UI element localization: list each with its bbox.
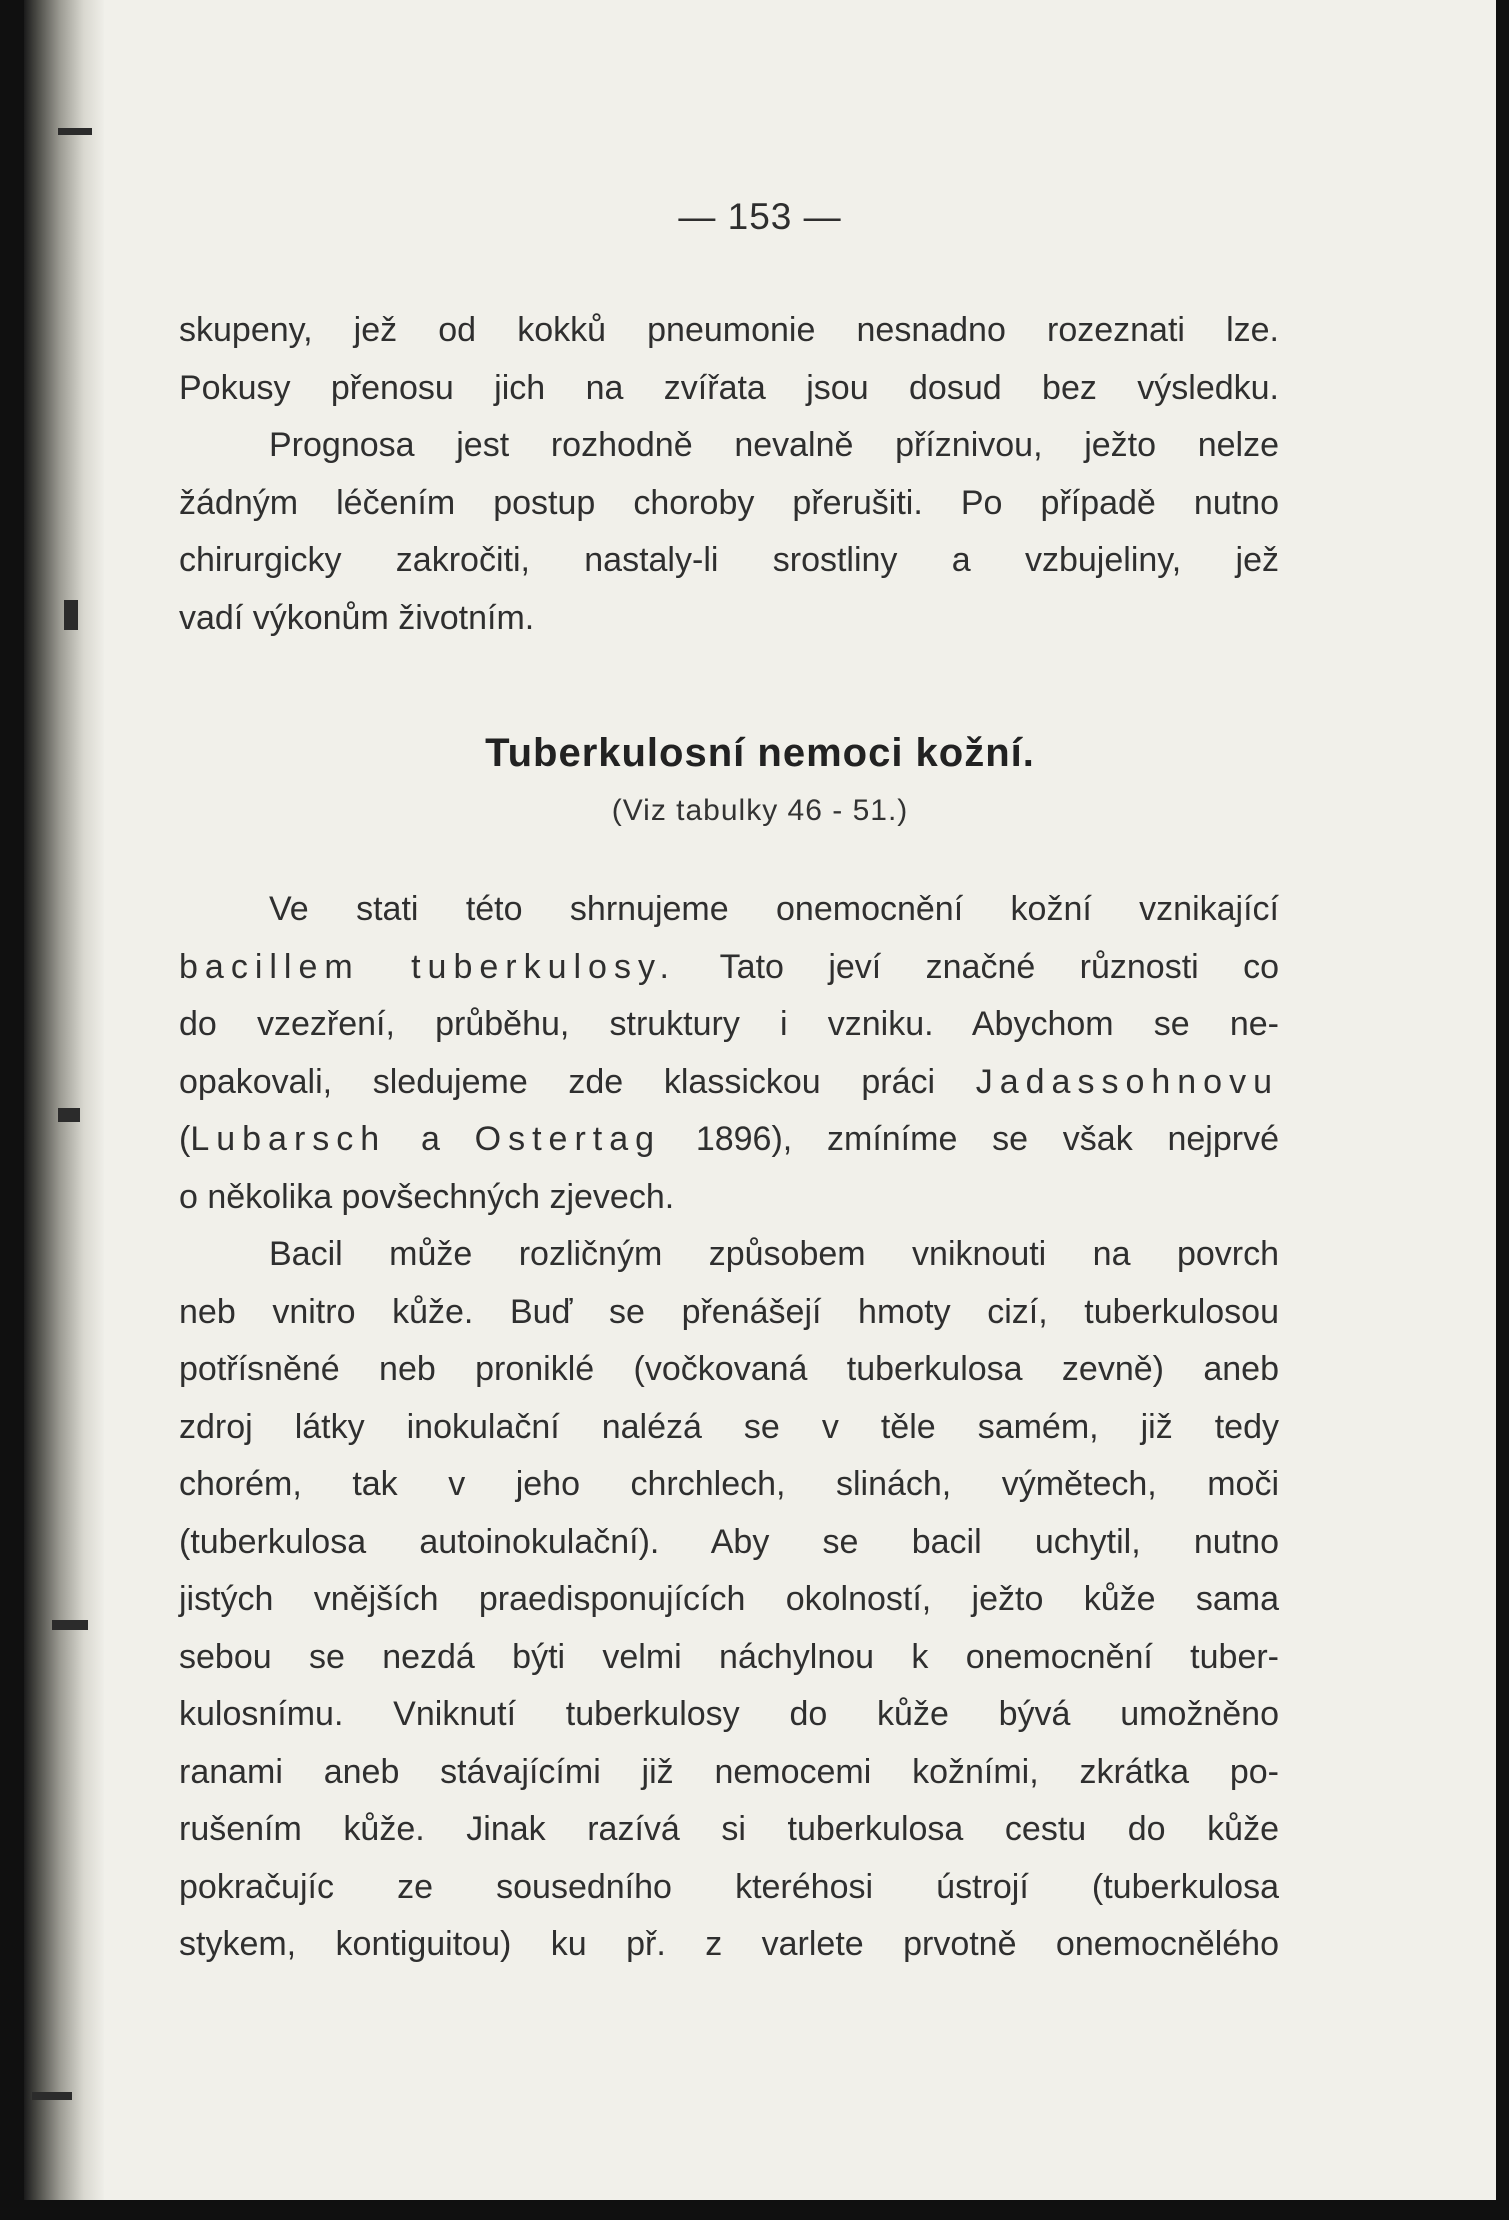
text-line: Prognosa jest rozhodně nevalně příznivou, ježto nelze [269,426,1279,464]
text-line: Bacil může rozličným způsobem vniknouti na povrch [269,1235,1279,1273]
text-line: vadí výkonům životním. [179,598,535,637]
spine-mark [52,1620,88,1630]
spine-mark [58,128,92,135]
text-line: stykem, kontiguitou) ku př. z varlete prvotně onemocnělého [179,1925,1279,1963]
text-line [179,1054,1279,1112]
section-title: Tuberkulosní nemoci kožní. [485,731,1035,775]
text-fragment: ( [179,1120,191,1158]
text-line: o několika povšechných zjevech. [179,1177,675,1216]
text-line: (tuberkulosa autoinokulační). Aby se bacil uchytil, nutno [179,1522,1279,1561]
spine-mark [58,1108,80,1122]
text-line [179,939,1279,997]
text-line [179,1111,1279,1169]
text-line: rušením kůže. Jinak razívá si tuberkulosa cestu do kůže [179,1810,1279,1848]
text-fragment: 1896), zmíníme se však nejprvé [661,1120,1279,1158]
book-page [24,0,1496,2200]
spaced-term: bacillem tuberkulosy. [179,947,676,986]
spine-mark [32,2092,72,2100]
author-name: Jadassohnovu [975,1062,1279,1101]
text-fragment: Tato jeví značné různosti co [675,947,1280,986]
spine-mark [64,600,78,630]
text-line: kulosnímu. Vniknutí tuberkulosy do kůže bývá umožněno [179,1695,1279,1733]
text-line: zdroj látky inokulační nalézá se v těle samém, již tedy [179,1407,1279,1446]
text-line: chirurgicky zakročiti, nastaly-li srostliny a vzbujeliny, jež [179,541,1279,579]
text-fragment: a [386,1120,475,1158]
book-spine-shadow [24,0,104,2200]
text-line: skupeny, jež od kokků pneumonie nesnadno rozeznati lze. [179,311,1279,349]
text-line: jistých vnějších praedisponujících okolností, ježto kůže sama [179,1580,1279,1618]
paragraph-body [179,881,1279,1974]
text-line: Pokusy přenosu jich na zvířata jsou dosud bez výsledku. [179,368,1279,407]
section-subtitle: (Viz tabulky 46 - 51.) [611,794,909,827]
text-fragment: opakovali, sledujeme zde klassickou práci [179,1062,976,1101]
text-line: ranami aneb stávajícími již nemocemi kožními, zkrátka po- [179,1752,1279,1791]
text-line: neb vnitro kůže. Buď se přenášejí hmoty cizí, tuberkulosou [179,1292,1279,1331]
author-name: Lubarsch [190,1120,387,1158]
text-line: Ve stati této shrnujeme onemocnění kožní vznikající [269,890,1279,928]
text-line: sebou se nezdá býti velmi náchylnou k onemocnění tuber- [179,1637,1279,1676]
page-number: — 153 — [678,196,842,237]
text-line: žádným léčením postup choroby přerušiti. Po případě nutno [179,483,1279,522]
author-name: Ostertag [474,1120,662,1158]
text-line: potřísněné neb proniklé (vočkovaná tuberkulosa zevně) aneb [179,1350,1279,1388]
paragraph-intro [179,302,1279,647]
text-line: chorém, tak v jeho chrchlech, slinách, výmětech, moči [179,1465,1279,1503]
text-line: pokračujíc ze sousedního kteréhosi ústrojí (tuberkulosa [179,1867,1279,1906]
text-line: do vzezření, průběhu, struktury i vzniku. Abychom se ne- [179,1005,1279,1043]
